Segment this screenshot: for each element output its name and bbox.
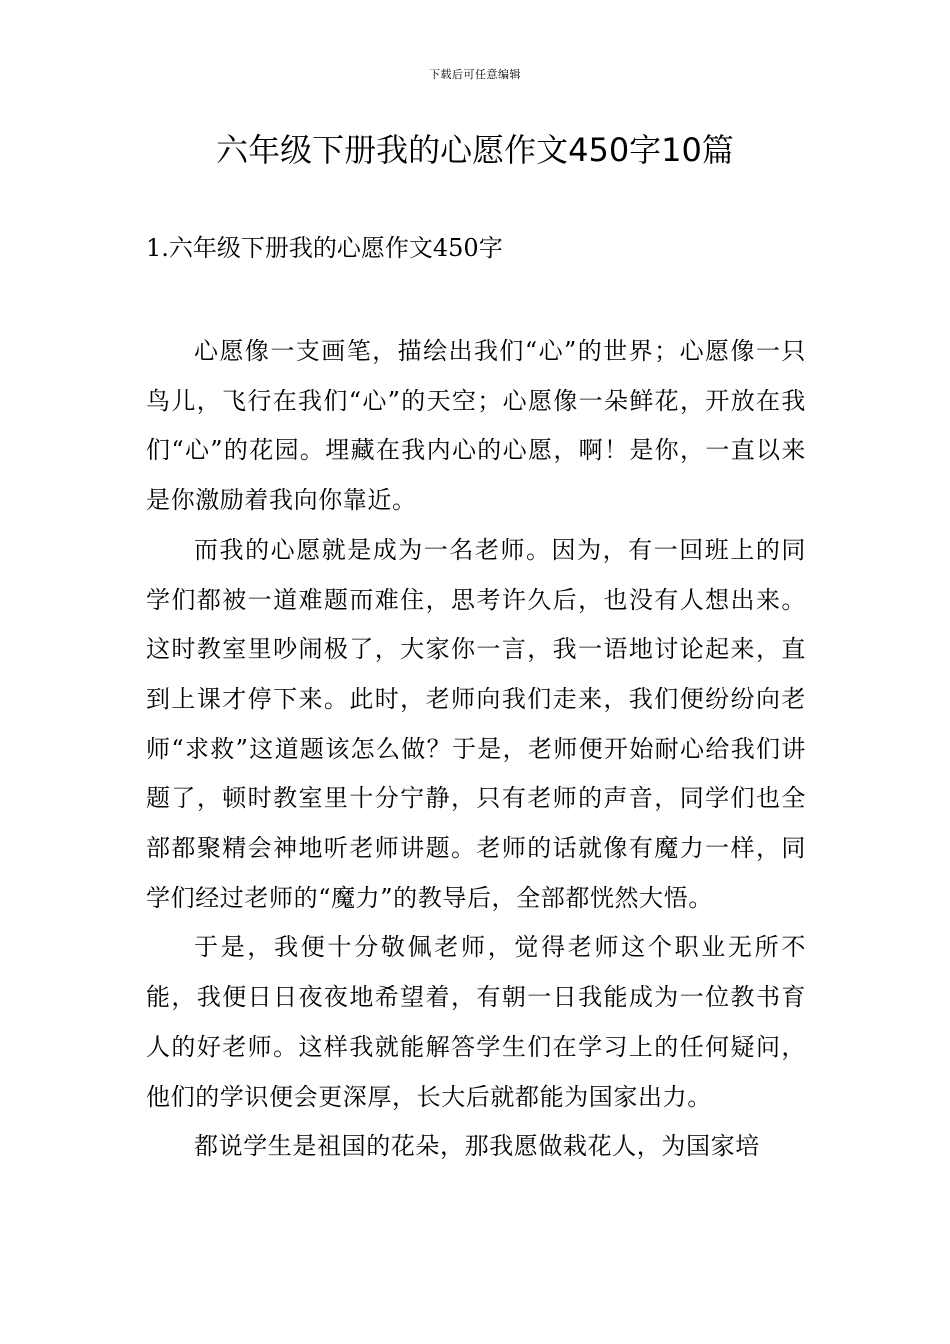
- article-body: [146, 327, 806, 1172]
- header-note: 下载后可任意编辑: [429, 68, 521, 81]
- paragraph: 而我的心愿就是成为一名老师。因为，有一回班上的同学们都被一道难题而难住，思考许久后，也没有人想出来。这时教室里吵闹极了，大家你一言，我一语地讨论起来，直到上课才停下来。此时，老师向我们走来，我们便纷纷向老师“求救”这道题该怎么做？于是，老师便开始耐心给我们讲题了，顿时教室里十分宁静，只有老师的声音，同学们也全部都聚精会神地听老师讲题。老师的话就像有魔力一样，同学们经过老师的“魔力”的教导后，全部都恍然大悟。: [146, 535, 806, 912]
- section-heading: 1.六年级下册我的心愿作文450字: [146, 234, 503, 262]
- paragraph: 心愿像一支画笔，描绘出我们“心”的世界；心愿像一只鸟儿，飞行在我们“心”的天空；心愿像一朵鲜花，开放在我们“心”的花园。埋藏在我内心的心愿，啊！是你，一直以来是你激励着我向你靠近。: [146, 337, 806, 515]
- document-title: 六年级下册我的心愿作文450字10篇: [216, 131, 734, 169]
- paragraph: 都说学生是祖国的花朵，那我愿做栽花人，为国家培: [194, 1132, 760, 1161]
- paragraph: 于是，我便十分敬佩老师，觉得老师这个职业无所不能，我便日日夜夜地希望着，有朝一日我能成为一位教书育人的好老师。这样我就能解答学生们在学习上的任何疑问，他们的学识便会更深厚，长大后就都能为国家出力。: [146, 933, 806, 1111]
